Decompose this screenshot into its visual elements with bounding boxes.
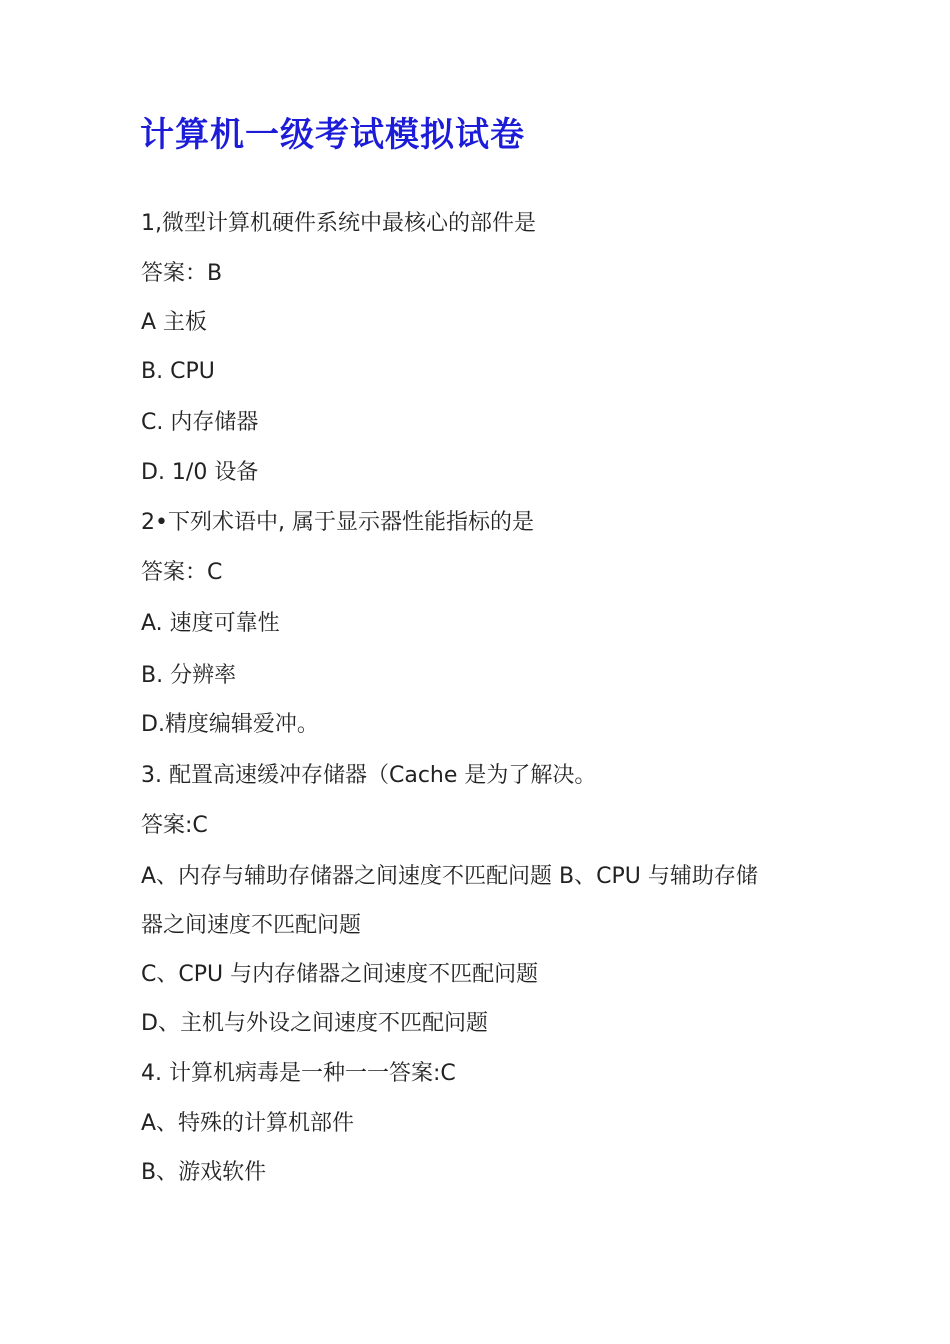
question-1-option-a: A 主板	[141, 310, 208, 335]
question-2-option-a: A. 速度可靠性	[141, 611, 280, 636]
question-2-option-b: B. 分辨率	[141, 663, 237, 688]
question-1-answer: 答案：B	[141, 261, 223, 286]
question-3-option-c: C、CPU 与内存储器之间速度不匹配问题	[141, 962, 539, 987]
question-4-option-a: A、特殊的计算机部件	[141, 1111, 355, 1136]
question-1-stem: 1,微型计算机硬件系统中最核心的部件是	[141, 211, 536, 236]
question-3-stem: 3. 配置高速缓冲存储器（Cache 是为了解决。	[141, 763, 597, 788]
question-1-option-c: C. 内存储器	[141, 410, 259, 435]
question-4-stem-answer: 4. 计算机病毒是一种一一答案:C	[141, 1061, 456, 1086]
question-3-option-d: D、主机与外设之间速度不匹配问题	[141, 1011, 488, 1036]
document-title: 计算机一级考试模拟试卷	[140, 115, 525, 155]
question-1-option-b: B. CPU	[141, 359, 215, 384]
question-4-option-b: B、游戏软件	[141, 1160, 267, 1185]
question-2-option-d: D.精度编辑爱冲。	[141, 712, 319, 737]
question-1-option-d: D. 1/0 设备	[141, 460, 259, 485]
question-2-answer: 答案：C	[141, 560, 223, 585]
question-3-answer: 答案:C	[141, 813, 208, 838]
question-3-option-b-continued: 器之间速度不匹配问题	[141, 913, 362, 938]
question-3-options-ab: A、内存与辅助存储器之间速度不匹配问题 B、CPU 与辅助存储	[141, 864, 758, 889]
question-2-stem: 2•下列术语中, 属于显示器性能指标的是	[141, 510, 534, 535]
